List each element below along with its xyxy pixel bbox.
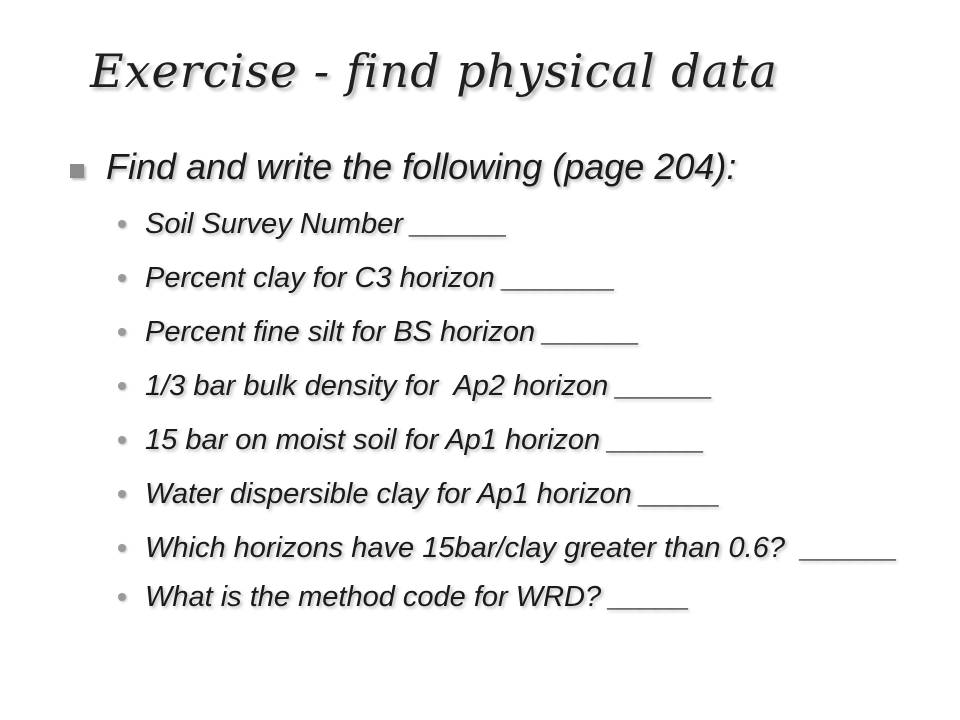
- main-bullet-text: Find and write the following (page 204):: [106, 146, 737, 187]
- square-bullet-icon: [70, 164, 84, 178]
- list-item: [118, 260, 908, 297]
- list-item: [118, 314, 908, 351]
- bullet-dot-icon: [118, 220, 126, 228]
- list-item: [118, 476, 908, 513]
- list-item: [118, 530, 908, 567]
- bullet-dot-icon: [118, 382, 126, 390]
- bullet-dot-icon: [118, 436, 126, 444]
- list-item-text: Soil Survey Number ______: [145, 208, 508, 240]
- list-item-text: Percent clay for C3 horizon _______: [145, 262, 616, 294]
- sub-bullet-list: [118, 206, 908, 633]
- list-item-text: Which horizons have 15bar/clay greater than 0.6? ______: [145, 532, 898, 564]
- list-item: [118, 206, 908, 243]
- list-item-text: What is the method code for WRD? _____: [145, 581, 690, 613]
- list-item-text: Water dispersible clay for Ap1 horizon _____: [145, 478, 721, 510]
- list-item: [118, 422, 908, 459]
- list-item: [118, 579, 908, 616]
- bullet-dot-icon: [118, 544, 126, 552]
- list-item-text: 1/3 bar bulk density for Ap2 horizon ______: [145, 370, 714, 402]
- list-item-text: 15 bar on moist soil for Ap1 horizon ______: [145, 424, 705, 456]
- list-item: [118, 368, 908, 405]
- bullet-dot-icon: [118, 274, 126, 282]
- bullet-dot-icon: [118, 593, 126, 601]
- slide-title: Exercise - find physical data: [90, 44, 778, 98]
- bullet-dot-icon: [118, 490, 126, 498]
- list-item-text: Percent fine silt for BS horizon ______: [145, 316, 640, 348]
- main-bullet: [70, 144, 930, 190]
- bullet-dot-icon: [118, 328, 126, 336]
